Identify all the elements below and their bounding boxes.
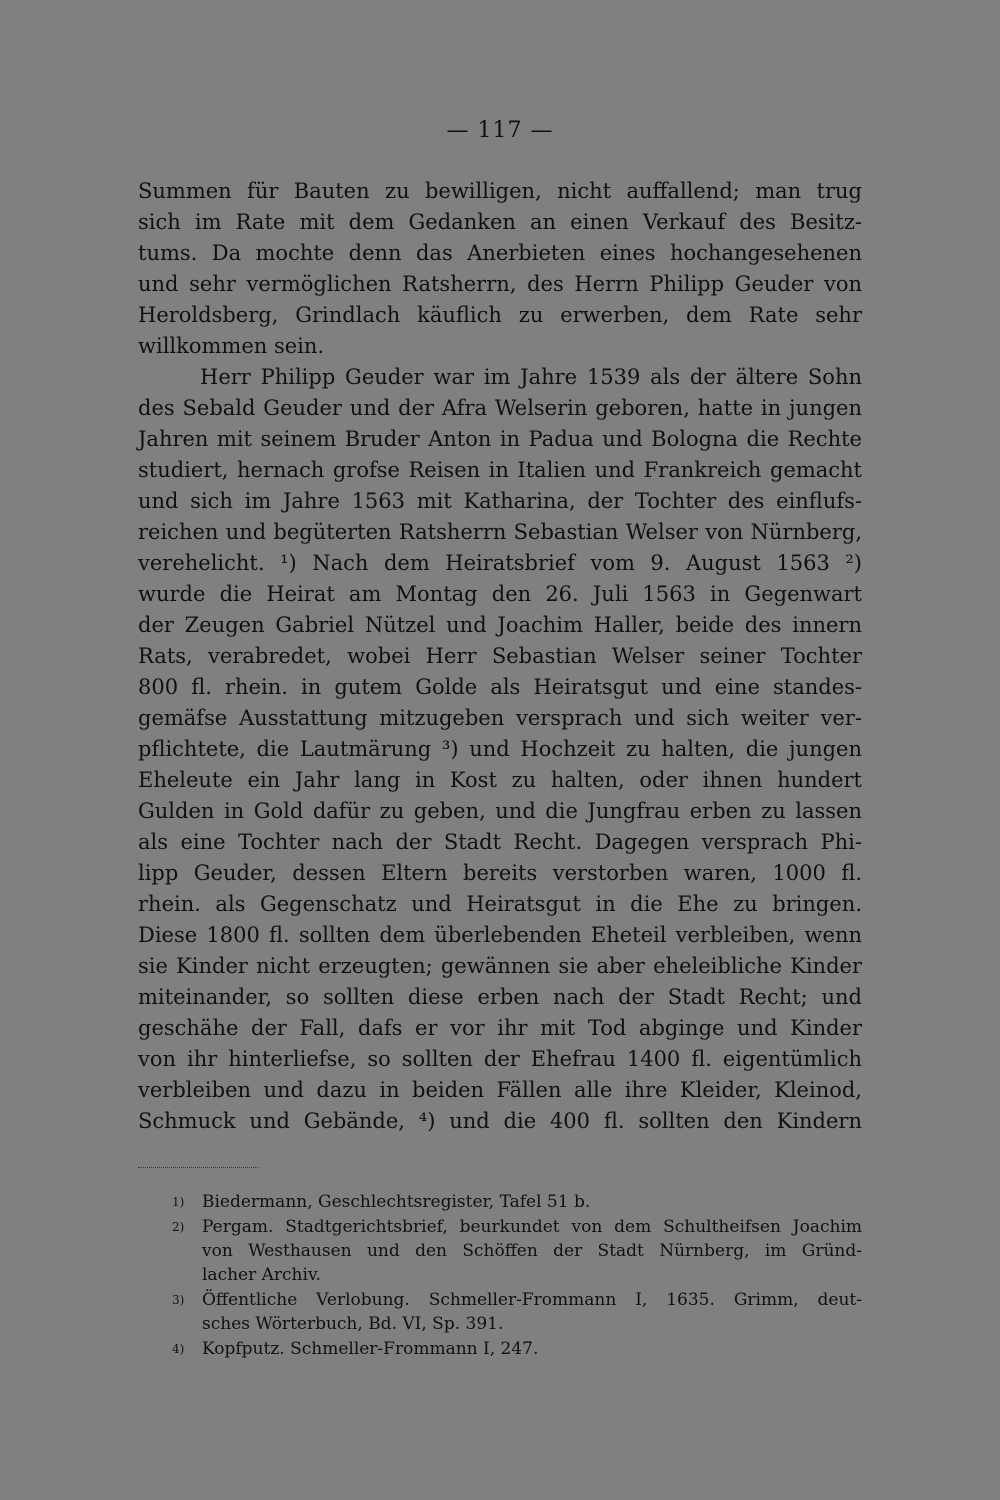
text-line: wurde die Heirat am Montag den 26. Juli 1563 in Gegenwart: [138, 582, 862, 606]
footnote-number: 1): [172, 1195, 185, 1209]
text-line: rhein. als Gegenschatz und Heiratsgut in die Ehe zu bringen.: [138, 892, 862, 916]
text-line: verbleiben und dazu in beiden Fällen alle ihre Kleider, Kleinod,: [138, 1078, 862, 1102]
footnote-line: von Westhausen und den Schöffen der Stadt Nürnberg, im Gründ-: [202, 1241, 862, 1261]
footnote-line: Kopfputz. Schmeller-Frommann I, 247.: [202, 1339, 539, 1359]
text-line: Heroldsberg, Grindlach käuflich zu erwerben, dem Rate sehr: [138, 303, 862, 327]
text-line: als eine Tochter nach der Stadt Recht. Dagegen versprach Phi-: [138, 830, 862, 854]
text-line: gemäfse Ausstattung mitzugeben versprach und sich weiter ver-: [138, 706, 862, 730]
text-line: der Zeugen Gabriel Nützel und Joachim Haller, beide des innern: [138, 613, 862, 637]
text-line: 800 fl. rhein. in gutem Golde als Heiratsgut und eine standes-: [138, 675, 862, 699]
text-line: studiert, hernach grofse Reisen in Italien und Frankreich gemacht: [138, 458, 862, 482]
page-number: — 117 —: [446, 118, 554, 143]
footnote-2: [172, 1215, 862, 1287]
text-line: des Sebald Geuder und der Afra Welserin geboren, hatte in jungen: [138, 396, 862, 420]
footnote-number: 2): [172, 1220, 185, 1234]
text-line: Schmuck und Gebände, ⁴) und die 400 fl. sollten den Kindern: [138, 1109, 862, 1133]
footnote-line: lacher Archiv.: [202, 1265, 321, 1285]
text-line: Gulden in Gold dafür zu geben, und die Jungfrau erben zu lassen: [138, 799, 862, 823]
text-line: tums. Da mochte denn das Anerbieten eines hochangesehenen: [138, 241, 862, 265]
text-line: verehelicht. ¹) Nach dem Heiratsbrief vom 9. August 1563 ²): [138, 551, 862, 575]
text-line: Herr Philipp Geuder war im Jahre 1539 als der ältere Sohn: [200, 365, 862, 389]
text-line: Eheleute ein Jahr lang in Kost zu halten, oder ihnen hundert: [138, 768, 862, 792]
footnote-separator: [138, 1167, 258, 1168]
text-line: reichen und begüterten Ratsherrn Sebastian Welser von Nürnberg,: [138, 520, 862, 544]
footnote-line: Öffentliche Verlobung. Schmeller-Frommann I, 1635. Grimm, deut-: [202, 1290, 862, 1310]
footnotes: [172, 1190, 862, 1362]
text-line: und sehr vermöglichen Ratsherrn, des Herrn Philipp Geuder von: [138, 272, 862, 296]
footnote-3: [172, 1288, 862, 1336]
text-line: Summen für Bauten zu bewilligen, nicht auffallend; man trug: [138, 179, 862, 203]
text-line: sie Kinder nicht erzeugten; gewännen sie aber eheleibliche Kinder: [138, 954, 862, 978]
text-line: geschähe der Fall, dafs er vor ihr mit Tod abginge und Kinder: [138, 1016, 862, 1040]
text-line: pflichtete, die Lautmärung ³) und Hochzeit zu halten, die jungen: [138, 737, 862, 761]
footnote-line: Pergam. Stadtgerichtsbrief, beurkundet von dem Schultheifsen Joachim: [202, 1217, 862, 1237]
text-line: von ihr hinterliefse, so sollten der Ehefrau 1400 fl. eigentümlich: [138, 1047, 862, 1071]
footnote-line: sches Wörterbuch, Bd. VI, Sp. 391.: [202, 1314, 504, 1334]
text-line: Diese 1800 fl. sollten dem überlebenden Eheteil verbleiben, wenn: [138, 923, 862, 947]
footnote-number: 3): [172, 1293, 185, 1307]
text-line: und sich im Jahre 1563 mit Katharina, der Tochter des einflufs-: [138, 489, 862, 513]
text-line: Rats, verabredet, wobei Herr Sebastian Welser seiner Tochter: [138, 644, 862, 668]
footnote-4: [172, 1337, 862, 1361]
footnote-number: 4): [172, 1342, 185, 1356]
text-line: Jahren mit seinem Bruder Anton in Padua und Bologna die Rechte: [138, 427, 862, 451]
text-line: willkommen sein.: [138, 334, 325, 358]
footnote-1: [172, 1190, 862, 1214]
text-line: miteinander, so sollten diese erben nach der Stadt Recht; und: [138, 985, 862, 1009]
footnote-line: Biedermann, Geschlechtsregister, Tafel 51 b.: [202, 1192, 591, 1212]
text-line: lipp Geuder, dessen Eltern bereits verstorben waren, 1000 fl.: [138, 861, 862, 885]
main-text: [138, 176, 862, 1137]
text-line: sich im Rate mit dem Gedanken an einen Verkauf des Besitz-: [138, 210, 862, 234]
